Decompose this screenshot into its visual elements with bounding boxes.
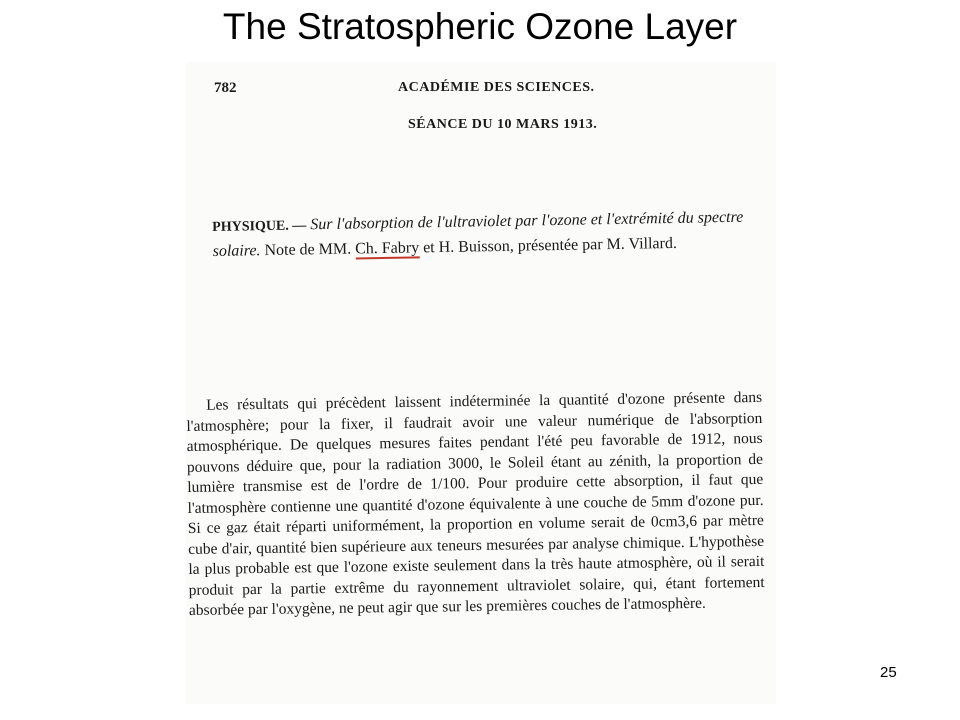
author-conjunction: et <box>422 239 435 257</box>
note-by: Note de MM. <box>264 240 352 260</box>
author-fabry: Ch. Fabry <box>354 239 420 258</box>
author-buisson: H. Buisson <box>438 237 510 257</box>
note-title: Sur l'absorption de l'ultraviolet par l'ozone et l'extrémité du spectre solaire. <box>212 208 744 260</box>
presented-by: , présentée par M. Villard. <box>509 234 678 255</box>
document-header: ACADÉMIE DES SCIENCES. <box>398 80 595 95</box>
slide-title: The Stratospheric Ozone Layer <box>222 6 738 47</box>
section-label: PHYSIQUE. — <box>212 218 307 235</box>
body-paragraph: Les résultats qui précèdent laissent indéterminée la quantité d'ozone présente dans l'atmosphère; pour la fixer, il faudrait avoir une valeur numérique de l'absorption atmosphérique. De quelques mesures faites pendant l'été peu favorable de 1912, nous pouvons déduire que, pour la radiation 3000, le Soleil étant au zénith, la proportion de lumière transmise est de l'ordre de 1/100. Pour produire cette absorption, il faut que l'atmosphère contienne une quantité d'ozone équivalente à une couche de 5mm d'ozone pur. Si ce gaz était réparti uniformément, la proportion en volume serait de 0cm3,6 par mètre cube d'air, quantité bien supérieure aux teneurs mesurées par analyse chimique. L'hypothèse la plus probable est que l'ozone existe seulement dans la très haute atmosphère, où il serait produit par la partie extrême du rayonnement ultraviolet solaire, qui, étant fortement absorbée par l'oxygène, ne peut agir que sur les premières couches de l'atmosphère. <box>186 388 765 619</box>
document-body <box>186 388 765 622</box>
slide-number: 25 <box>880 664 897 681</box>
scanned-document <box>186 62 776 704</box>
document-session-date: SÉANCE DU 10 MARS 1913. <box>408 117 598 132</box>
document-page-number: 782 <box>214 80 237 96</box>
note-heading <box>212 205 771 264</box>
